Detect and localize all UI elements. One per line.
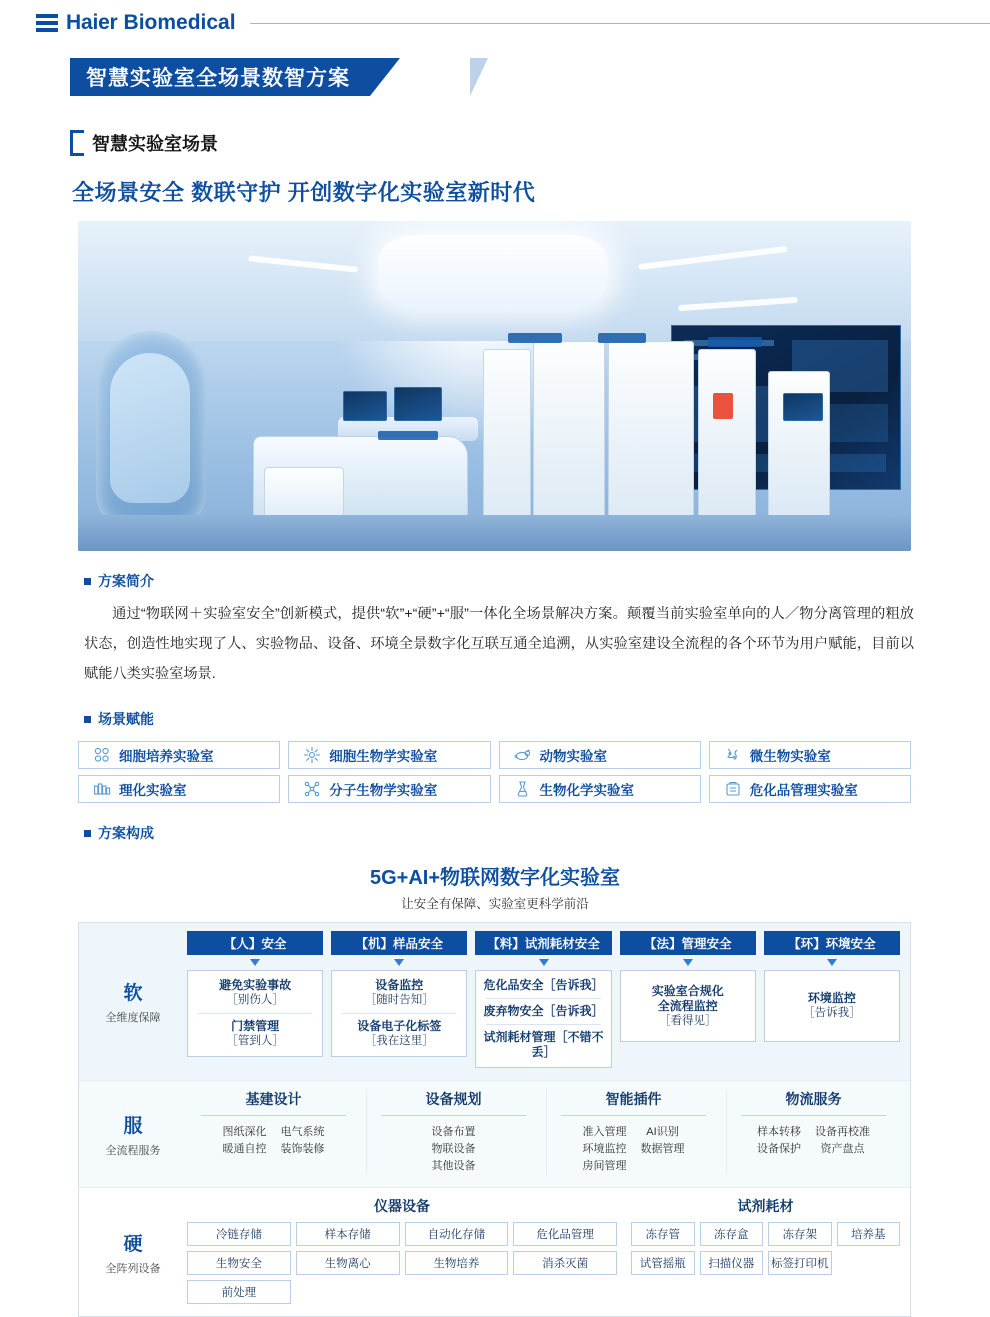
serve-item: 数据管理 bbox=[640, 1143, 685, 1155]
section-label bbox=[70, 130, 990, 156]
divider bbox=[486, 998, 600, 999]
serve-col-items bbox=[371, 1124, 536, 1175]
cell-culture-icon bbox=[93, 746, 111, 764]
soft-item bbox=[623, 981, 753, 1032]
serve-item: 设备再校准 bbox=[815, 1126, 870, 1138]
hard-group-head: 试剂耗材 bbox=[737, 1198, 794, 1214]
soft-col-machine bbox=[331, 931, 467, 1068]
bullet-square-icon bbox=[84, 830, 91, 837]
hard-cell[interactable]: 危化品管理 bbox=[513, 1222, 617, 1246]
row-label-soft-small: 全维度保障 bbox=[105, 1012, 161, 1024]
hard-cell[interactable]: 生物安全 bbox=[187, 1251, 291, 1275]
hero-equipment-tag bbox=[598, 333, 646, 343]
hard-cell[interactable]: 冻存盒 bbox=[700, 1222, 764, 1246]
ribbon-tail-decoration bbox=[470, 58, 488, 96]
soft-item bbox=[478, 975, 608, 996]
hard-columns bbox=[187, 1188, 910, 1316]
divider bbox=[561, 1115, 706, 1116]
soft-col-head: 【料】试剂耗材安全 bbox=[475, 931, 611, 955]
composition-row-hard bbox=[79, 1188, 910, 1316]
hero-door-arch bbox=[96, 331, 206, 531]
divider bbox=[201, 1115, 346, 1116]
bracket-decoration bbox=[70, 130, 84, 156]
serve-col-items bbox=[731, 1124, 896, 1158]
scene-item-label: 微生物实验室 bbox=[749, 749, 831, 764]
row-label-hard bbox=[79, 1188, 187, 1316]
divider bbox=[342, 1013, 456, 1014]
soft-col-people bbox=[187, 931, 323, 1068]
hero-warning-label bbox=[713, 393, 733, 419]
row-label-serve bbox=[79, 1081, 187, 1187]
hero-monitor bbox=[783, 393, 823, 421]
arrow-down-icon bbox=[539, 959, 549, 966]
section-label-text: 智慧实验室场景 bbox=[92, 134, 218, 154]
row-label-soft bbox=[79, 923, 187, 1080]
serve-col-infrastructure bbox=[187, 1089, 360, 1175]
hard-grid bbox=[631, 1222, 900, 1275]
arrow-down-icon bbox=[827, 959, 837, 966]
scene-item-label: 动物实验室 bbox=[539, 749, 607, 764]
soft-col-head: 【机】样品安全 bbox=[331, 931, 467, 955]
row-label-serve-big: 服 bbox=[123, 1115, 143, 1137]
scene-item-microbe[interactable] bbox=[709, 741, 911, 769]
serve-col-head: 设备规划 bbox=[425, 1091, 482, 1107]
divider bbox=[381, 1115, 526, 1116]
soft-item-name: 试剂耗材管理［不错不丢］ bbox=[483, 1030, 604, 1059]
title-ribbon-wrap bbox=[70, 58, 990, 96]
bullet-square-icon bbox=[84, 716, 91, 723]
scene-item-molecular[interactable] bbox=[288, 775, 490, 803]
hero-biosafety-cabinet bbox=[608, 341, 694, 533]
serve-col-items bbox=[191, 1124, 356, 1158]
cell-biology-icon bbox=[303, 746, 321, 764]
soft-item-name: 危化品安全［告诉我］ bbox=[483, 978, 604, 992]
brand-name-haier: Haier bbox=[66, 11, 118, 34]
soft-item bbox=[478, 1027, 608, 1063]
serve-col-items bbox=[551, 1124, 716, 1175]
serve-col-logistics bbox=[726, 1089, 900, 1175]
hard-group-reagents bbox=[631, 1196, 900, 1304]
hero-equipment-tag bbox=[378, 431, 438, 440]
scene-item-biochem[interactable] bbox=[499, 775, 701, 803]
serve-item: 其他设备 bbox=[431, 1160, 476, 1172]
hard-cell[interactable]: 冻存架 bbox=[768, 1222, 832, 1246]
intro-heading bbox=[84, 571, 990, 591]
row-label-soft-big: 软 bbox=[123, 983, 143, 1004]
soft-item-name: 设备电子化标签 bbox=[357, 1019, 442, 1033]
soft-item bbox=[767, 988, 897, 1024]
soft-item-note: ［我在这里］ bbox=[364, 1035, 434, 1047]
serve-item: 样本转移 bbox=[757, 1126, 801, 1138]
hard-cell[interactable]: 生物离心 bbox=[296, 1251, 400, 1275]
composition-row-soft bbox=[79, 923, 910, 1081]
serve-item: 资产盘点 bbox=[820, 1143, 865, 1155]
scene-item-label: 危化品管理实验室 bbox=[749, 783, 858, 798]
hard-cell[interactable]: 试管摇瓶 bbox=[631, 1251, 695, 1275]
soft-col-head: 【环】环境安全 bbox=[764, 931, 900, 955]
soft-item-name: 废弃物安全［告诉我］ bbox=[483, 1004, 604, 1018]
soft-item-name: 实验室合规化 bbox=[651, 983, 724, 998]
serve-item: 电气系统 bbox=[280, 1126, 325, 1138]
composition-heading-text: 方案构成 bbox=[98, 825, 154, 841]
soft-item-note: ［看得见］ bbox=[658, 1014, 717, 1027]
composition-subtitle: 让安全有保障、实验室更科学前沿 bbox=[401, 897, 589, 911]
soft-item-name: 全流程监控 bbox=[657, 998, 718, 1013]
composition-title: 5G+AI+物联网数字化实验室 bbox=[369, 867, 621, 889]
serve-item: 设备保护 bbox=[757, 1143, 801, 1155]
serve-col-head: 智能插件 bbox=[605, 1091, 662, 1107]
page-title: 智慧实验室全场景数智方案 bbox=[70, 58, 370, 96]
serve-item: 图纸深化 bbox=[222, 1126, 267, 1138]
serve-item: 设备布置 bbox=[431, 1126, 476, 1138]
intro-paragraph-text: 通过“物联网＋实验室安全”创新模式，提供“软”+“硬”+“服”一体化全场景解决方案。颠覆当前实验室单向的人／物分离管理的粗放状态，创造性地实现了人、实验物品、设备、环境全景数字化互联互通全追溯，从实验室建设全流程的各个环节为用户赋能，目前以赋能八类实验室场景. bbox=[84, 606, 914, 682]
composition-diagram bbox=[78, 922, 911, 1317]
intro-heading-text: 方案简介 bbox=[98, 573, 154, 589]
hard-cell[interactable]: 前处理 bbox=[187, 1280, 291, 1304]
hero-equipment-cabinet bbox=[698, 349, 756, 529]
divider bbox=[741, 1115, 886, 1116]
scene-item-label: 生物化学实验室 bbox=[539, 783, 634, 798]
row-label-hard-big: 硬 bbox=[123, 1233, 143, 1255]
hero-equipment-tag bbox=[708, 337, 762, 347]
serve-item: 环境监控 bbox=[582, 1143, 627, 1155]
hard-cell[interactable]: 消杀灭菌 bbox=[513, 1251, 617, 1275]
physchem-icon bbox=[93, 780, 111, 798]
soft-col-body bbox=[187, 970, 323, 1057]
scene-item-label: 细胞培养实验室 bbox=[119, 749, 214, 764]
hero-equipment-cabinet bbox=[483, 349, 531, 534]
hero-floor bbox=[78, 515, 911, 551]
hard-cell[interactable]: 标签打印机 bbox=[768, 1251, 832, 1275]
animal-lab-icon bbox=[514, 746, 532, 764]
brand-name-biomedical: Biomedical bbox=[123, 11, 236, 34]
composition-heading bbox=[84, 823, 990, 843]
hero-monitor bbox=[343, 391, 387, 421]
serve-col-head: 物流服务 bbox=[785, 1091, 842, 1107]
hard-group-instruments bbox=[187, 1196, 617, 1304]
arrow-down-icon bbox=[250, 959, 260, 966]
serve-col-equipment-plan bbox=[366, 1089, 540, 1175]
arrow-down-icon bbox=[683, 959, 693, 966]
scene-grid bbox=[78, 741, 911, 803]
soft-col-material bbox=[475, 931, 611, 1068]
serve-item: AI识别 bbox=[646, 1126, 679, 1138]
row-label-serve-small: 全流程服务 bbox=[105, 1144, 161, 1157]
serve-columns bbox=[187, 1081, 910, 1187]
scene-item-cell-culture[interactable] bbox=[78, 741, 280, 769]
soft-item-name: 避免实验事故 bbox=[219, 978, 292, 992]
hero-lab-image bbox=[78, 221, 911, 551]
divider bbox=[198, 1013, 312, 1014]
scene-item-label: 细胞生物学实验室 bbox=[329, 749, 438, 764]
blue-heading: 全场景安全 数联守护 开创数字化实验室新时代 bbox=[72, 180, 536, 205]
hard-group-head: 仪器设备 bbox=[374, 1198, 430, 1214]
serve-item: 暖通自控 bbox=[222, 1143, 267, 1155]
molecular-icon bbox=[303, 780, 321, 798]
serve-item: 物联设备 bbox=[431, 1143, 476, 1155]
soft-item bbox=[334, 975, 464, 1011]
page-header bbox=[0, 0, 990, 42]
hero-equipment-tag bbox=[508, 333, 562, 343]
serve-item: 房间管理 bbox=[582, 1160, 627, 1172]
haier-bars-logo bbox=[36, 14, 58, 32]
scene-item-hazmat[interactable] bbox=[709, 775, 911, 803]
hard-cell[interactable]: 冻存管 bbox=[631, 1222, 695, 1246]
composition-row-serve bbox=[79, 1081, 910, 1188]
soft-col-body bbox=[475, 970, 611, 1068]
row-label-hard-small: 全阵列设备 bbox=[105, 1262, 161, 1275]
biochem-icon bbox=[514, 780, 532, 798]
soft-item-name: 环境监控 bbox=[807, 991, 856, 1005]
soft-col-environment bbox=[764, 931, 900, 1068]
intro-paragraph bbox=[84, 599, 914, 689]
soft-columns bbox=[187, 923, 910, 1080]
soft-item-note: ［管到人］ bbox=[226, 1035, 284, 1047]
bullet-square-icon bbox=[84, 578, 91, 585]
soft-item bbox=[190, 975, 320, 1011]
scene-item-animal-lab[interactable] bbox=[499, 741, 701, 769]
scenes-heading-text: 场景赋能 bbox=[98, 711, 154, 727]
soft-item-note: ［告诉我］ bbox=[803, 1007, 861, 1019]
soft-col-head: 【法】管理安全 bbox=[620, 931, 756, 955]
hard-cell[interactable]: 培养基 bbox=[837, 1222, 901, 1246]
soft-item bbox=[478, 1001, 608, 1022]
serve-col-head: 基建设计 bbox=[245, 1091, 302, 1107]
soft-item-name: 门禁管理 bbox=[231, 1019, 280, 1033]
soft-item-note: ［别伤人］ bbox=[226, 994, 284, 1006]
scene-item-cell-biology[interactable] bbox=[288, 741, 490, 769]
hero-skylight bbox=[378, 235, 608, 309]
scene-item-physchem[interactable] bbox=[78, 775, 280, 803]
hero-monitor bbox=[394, 387, 442, 421]
soft-item-note: ［随时告知］ bbox=[364, 994, 434, 1006]
header-divider bbox=[250, 23, 990, 24]
scenes-heading bbox=[84, 709, 990, 729]
hard-cell[interactable]: 自动化存储 bbox=[405, 1222, 509, 1246]
hazmat-icon bbox=[724, 780, 742, 798]
serve-item: 装饰装修 bbox=[280, 1143, 325, 1155]
soft-col-head: 【人】安全 bbox=[187, 931, 323, 955]
soft-item-name: 设备监控 bbox=[375, 978, 424, 992]
soft-item bbox=[190, 1016, 320, 1052]
soft-col-body bbox=[331, 970, 467, 1057]
scene-item-label: 分子生物学实验室 bbox=[329, 783, 438, 798]
scene-item-label: 理化实验室 bbox=[119, 783, 187, 798]
soft-item bbox=[334, 1016, 464, 1052]
hard-grid bbox=[187, 1222, 617, 1304]
hero-freezer bbox=[533, 341, 605, 536]
hard-cell[interactable]: 生物培养 bbox=[405, 1251, 509, 1275]
microbe-icon bbox=[724, 746, 742, 764]
soft-col-management bbox=[620, 931, 756, 1068]
serve-col-smart-plugins bbox=[546, 1089, 720, 1175]
hard-cell[interactable]: 扫描仪器 bbox=[700, 1251, 764, 1275]
soft-col-body bbox=[764, 970, 900, 1042]
soft-col-body bbox=[620, 970, 756, 1042]
hard-cell[interactable]: 冷链存储 bbox=[187, 1222, 291, 1246]
divider bbox=[486, 1024, 600, 1025]
hard-cell[interactable]: 样本存储 bbox=[296, 1222, 400, 1246]
arrow-down-icon bbox=[394, 959, 404, 966]
serve-item: 准入管理 bbox=[582, 1126, 627, 1138]
